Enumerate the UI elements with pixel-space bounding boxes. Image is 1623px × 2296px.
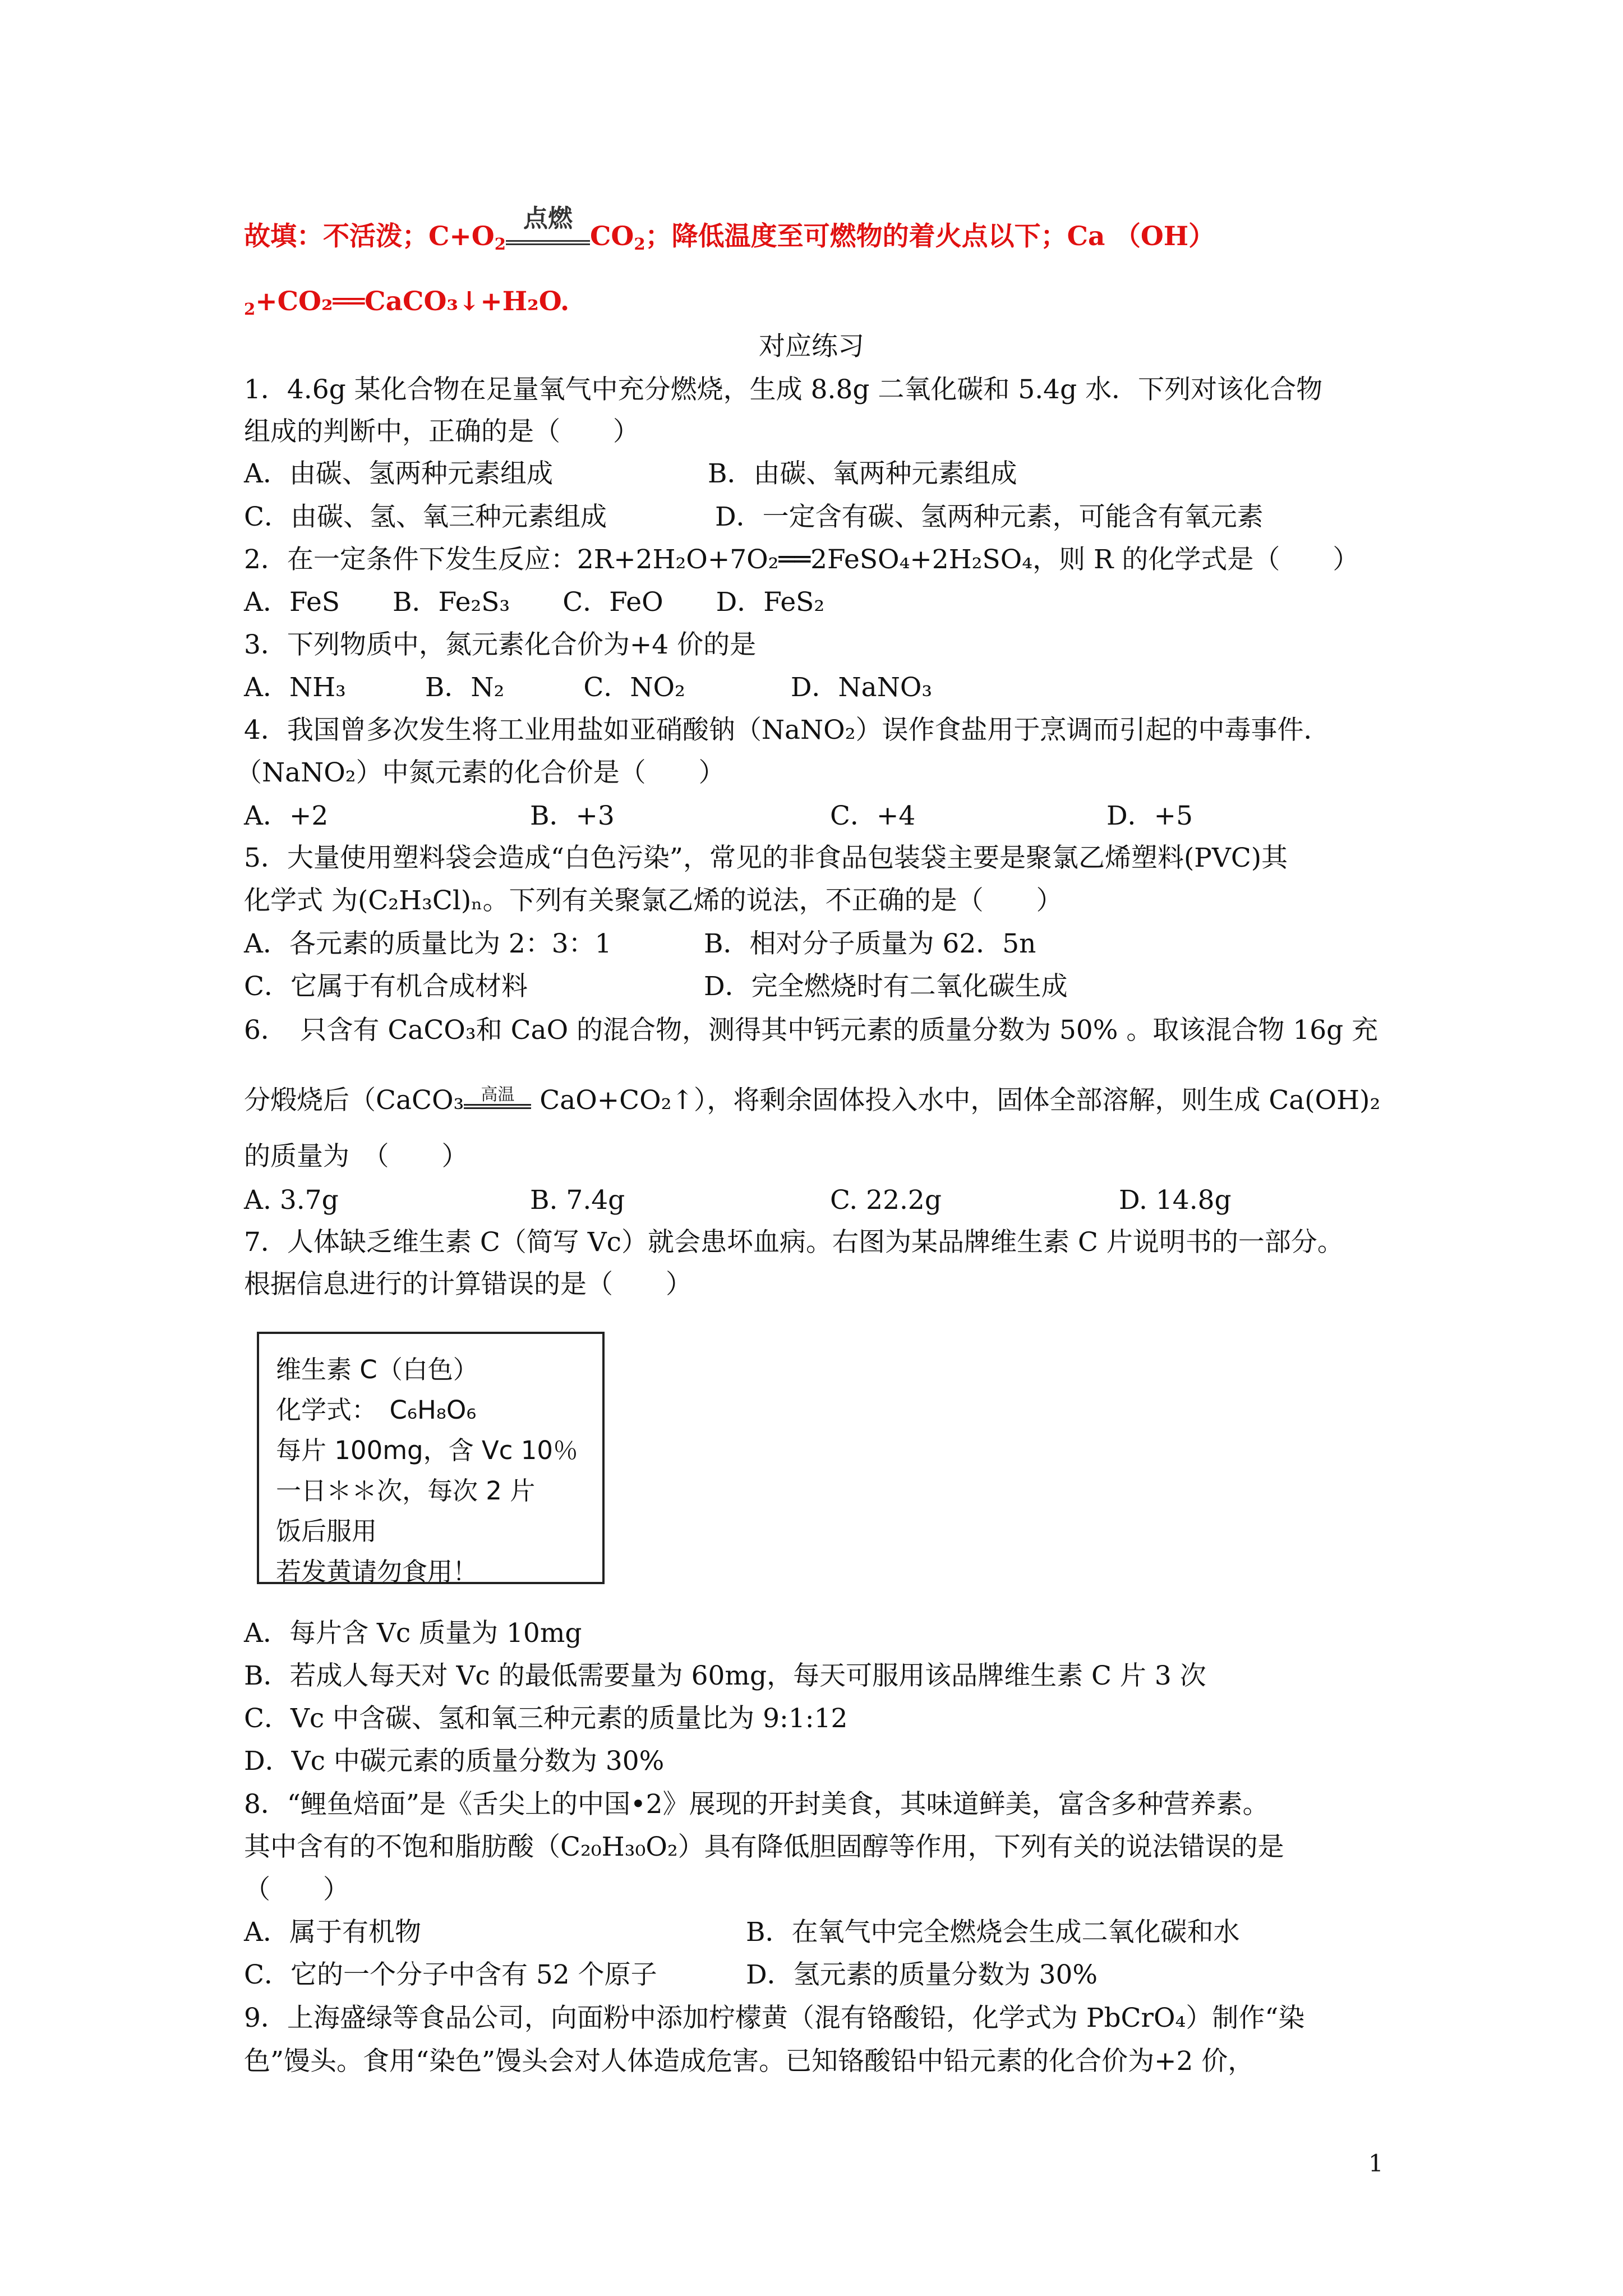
answer-line-2 bbox=[244, 285, 569, 319]
q6-option-b: B. 7.4g bbox=[530, 1185, 625, 1216]
box-line: 一日＊＊次，每次 2 片 bbox=[276, 1476, 536, 1506]
q9-stem-2: 色”馒头。食用“染色”馒头会对人体造成危害。已知铬酸铅中铅元素的化合价为+2 价， bbox=[244, 2046, 1255, 2077]
q6-option-d: D. 14.8g bbox=[1119, 1185, 1232, 1216]
q8-option-d: D．氢元素的质量分数为 30% bbox=[746, 1959, 1098, 1990]
q6-stem-2b: CaO+CO₂↑），将剩余固体投入水中，固体全部溶解，则生成 Ca(OH)₂ bbox=[531, 1085, 1381, 1116]
q2-stem: 2．在一定条件下发生反应：2R+2H₂O+7O₂══2FeSO₄+2H₂SO₄，则 R 的化学式是（ ） bbox=[244, 544, 1359, 575]
q7-option-d: D．Vc 中碳元素的质量分数为 30% bbox=[244, 1746, 665, 1777]
q6-option-c: C. 22.2g bbox=[830, 1185, 942, 1216]
q8-stem-3: （ ） bbox=[244, 1874, 349, 1905]
q5-stem-2: 化学式 为(C₂H₃Cl)ₙ。下列有关聚氯乙烯的说法，不正确的是（ ） bbox=[244, 885, 1063, 916]
q6-stem-2a: 分煅烧后（CaCO₃ bbox=[244, 1085, 464, 1116]
q8-stem-1: 8．“鲤鱼焙面”是《舌尖上的中国•2》展现的开封美食，其味道鲜美，富含多种营养素。 bbox=[244, 1789, 1269, 1820]
q1-option-c: C．由碳、氢、氧三种元素组成 bbox=[244, 501, 607, 532]
q7-stem-2: 根据信息进行的计算错误的是（ ） bbox=[244, 1269, 692, 1300]
q5-option-a: A．各元素的质量比为 2：3：1 bbox=[244, 928, 612, 959]
q1-option-d: D．一定含有碳、氢两种元素，可能含有氧元素 bbox=[715, 501, 1264, 532]
q8-option-b: B．在氧气中完全燃烧会生成二氧化碳和水 bbox=[746, 1917, 1240, 1948]
q7-option-a: A．每片含 Vc 质量为 10mg bbox=[244, 1618, 582, 1649]
vitamin-c-label-box bbox=[257, 1332, 605, 1584]
q5-stem-1: 5．大量使用塑料袋会造成“白色污染”，常见的非食品包装袋主要是聚氯乙烯塑料(PVC)其 bbox=[244, 843, 1288, 873]
answer-line2-text: +CO₂══CaCO₃↓+H₂O. bbox=[255, 286, 570, 317]
q7-option-b: B．若成人每天对 Vc 的最低需要量为 60mg，每天可服用该品牌维生素 C 片 3 次 bbox=[244, 1660, 1206, 1691]
answer-line-1 bbox=[244, 204, 1215, 254]
eq1-right: CO bbox=[590, 221, 634, 252]
box-line: 维生素 C（白色） bbox=[276, 1355, 478, 1384]
q4-option-c: C．+4 bbox=[830, 800, 916, 831]
q4-option-a: A．+2 bbox=[244, 800, 329, 831]
eq1-right-sub: 2 bbox=[634, 234, 645, 254]
q6-stem-2 bbox=[244, 1084, 1380, 1117]
q4-stem-1: 4．我国曾多次发生将工业用盐如亚硝酸钠（NaNO₂）误作食盐用于烹调而引起的中毒事件． bbox=[244, 715, 1330, 746]
answer-ca-oh: Ca （OH） bbox=[1067, 221, 1215, 252]
reaction-condition: 点燃 bbox=[523, 204, 573, 233]
q5-option-c: C．它属于有机合成材料 bbox=[244, 971, 528, 1002]
q6-condition: 高温 bbox=[481, 1085, 515, 1105]
q3-stem: 3．下列物质中，氮元素化合价为+4 价的是 bbox=[244, 629, 757, 660]
q1-stem-1: 1．4.6g 某化合物在足量氧气中充分燃烧，生成 8.8g 二氧化碳和 5.4g 水．下列对该化合物 bbox=[244, 374, 1323, 405]
box-line: 饭后服用 bbox=[276, 1516, 377, 1546]
q4-option-b: B．+3 bbox=[530, 800, 615, 831]
q1-option-b: B．由碳、氧两种元素组成 bbox=[708, 458, 1017, 489]
q4-option-d: D．+5 bbox=[1106, 800, 1193, 831]
reaction-sign-high-temp bbox=[464, 1085, 531, 1109]
q1-option-a: A．由碳、氢两种元素组成 bbox=[244, 458, 553, 489]
q8-option-a: A．属于有机物 bbox=[244, 1917, 421, 1948]
q6-stem-3: 的质量为 （ ） bbox=[244, 1141, 468, 1172]
q1-stem-2: 组成的判断中，正确的是（ ） bbox=[244, 416, 639, 447]
q7-stem-1: 7．人体缺乏维生素 C（简写 Vc）就会患坏血病。右图为某品牌维生素 C 片说明书的一部分。 bbox=[244, 1227, 1344, 1258]
q5-option-b: B．相对分子质量为 62．5n bbox=[704, 928, 1036, 959]
eq1-left-sub: 2 bbox=[494, 234, 506, 254]
page-number: 1 bbox=[1368, 2150, 1384, 2177]
reaction-sign-ignite bbox=[506, 204, 590, 245]
answer-mid: ；降低温度至可燃物的着火点以下； bbox=[645, 221, 1067, 252]
q6-option-a: A. 3.7g bbox=[244, 1185, 339, 1216]
q9-stem-1: 9．上海盛绿等食品公司，向面粉中添加柠檬黄（混有铬酸铅，化学式为 PbCrO₄）制作“染 bbox=[244, 2003, 1305, 2033]
q8-stem-2: 其中含有的不饱和脂肪酸（C₂₀H₃₀O₂）具有降低胆固醇等作用，下列有关的说法错误的是 bbox=[244, 1832, 1284, 1862]
section-title: 对应练习 bbox=[759, 331, 864, 362]
box-line: 每片 100mg，含 Vc 10％ bbox=[276, 1435, 578, 1465]
q3-options: A．NH₃ B．N₂ C．NO₂ D．NaNO₃ bbox=[244, 672, 933, 703]
answer-line2-sub: 2 bbox=[244, 300, 256, 319]
q2-options: A．FeS B．Fe₂S₃ C．FeO D．FeS₂ bbox=[244, 587, 825, 618]
answer-prefix: 故填：不活泼； bbox=[244, 221, 428, 252]
q4-stem-2: （NaNO₂）中氮元素的化合价是（ ） bbox=[236, 757, 725, 788]
eq1-left: C+O bbox=[428, 221, 495, 252]
q7-option-c: C．Vc 中含碳、氢和氧三种元素的质量比为 9:1:12 bbox=[244, 1703, 848, 1734]
box-line: 若发黄请勿食用！ bbox=[276, 1557, 478, 1586]
q8-option-c: C．它的一个分子中含有 52 个原子 bbox=[244, 1959, 657, 1990]
box-line: 化学式： C₆H₈O₆ bbox=[276, 1395, 477, 1425]
q5-option-d: D．完全燃烧时有二氧化碳生成 bbox=[704, 971, 1068, 1002]
q6-stem-1: 6． 只含有 CaCO₃和 CaO 的混合物，测得其中钙元素的质量分数为 50% 。取该混合物 16g 充 bbox=[244, 1015, 1378, 1046]
